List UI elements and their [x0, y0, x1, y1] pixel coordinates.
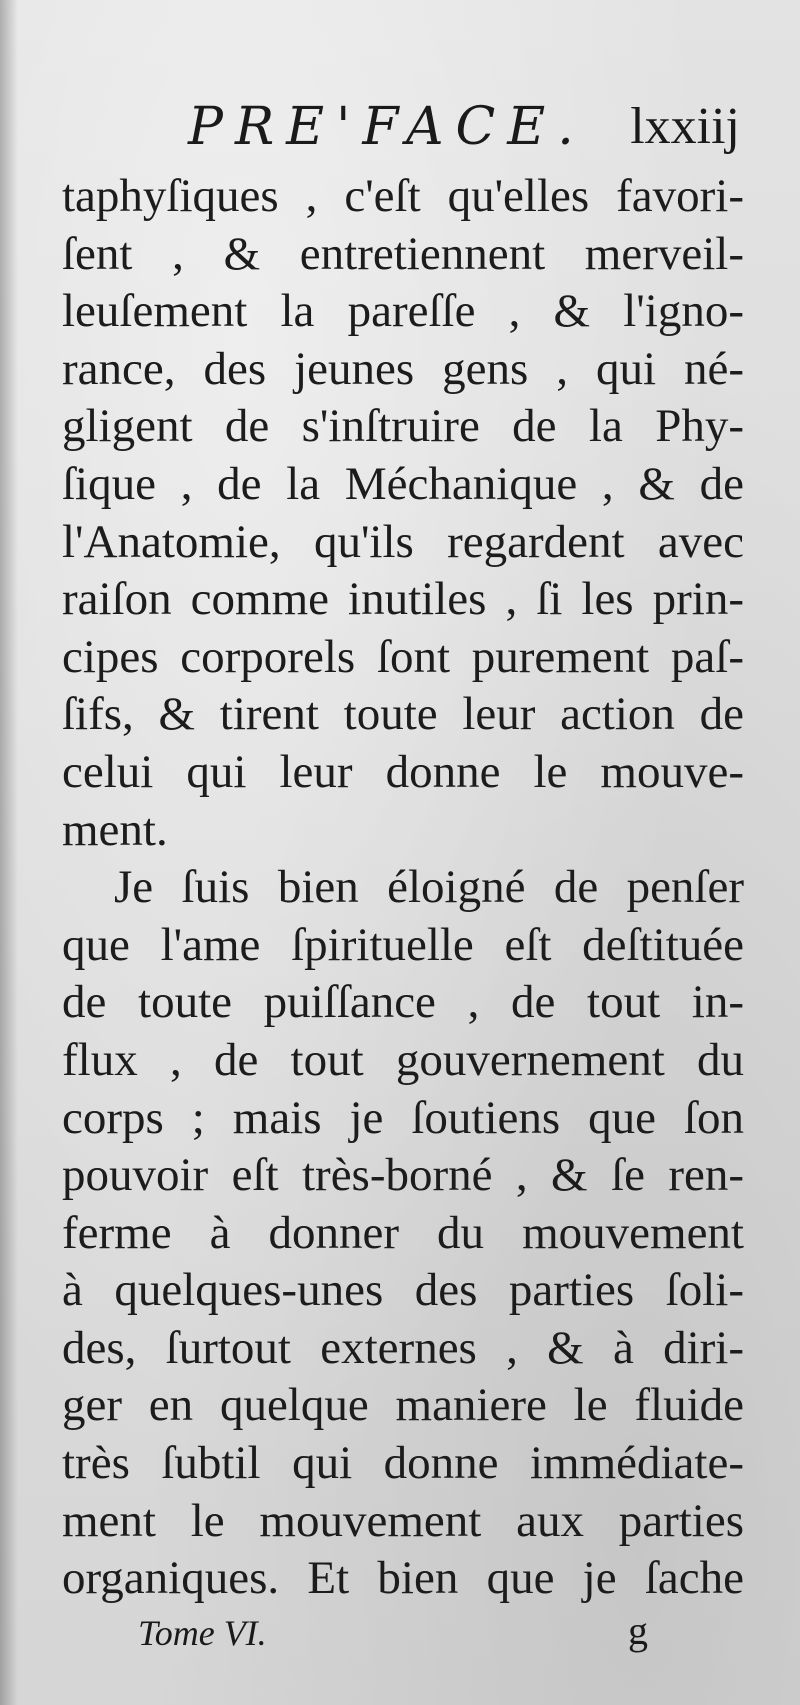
text-line: très ſubtil qui donne immédiate- — [62, 1437, 744, 1490]
text-line: ſifs, & tirent toute leur action de — [62, 688, 744, 741]
body-text — [62, 168, 744, 1608]
running-title: PRE'FACE. — [188, 97, 586, 157]
text-line: pouvoir eſt très-borné , & ſe ren- — [62, 1149, 744, 1202]
text-line: ferme à donner du mouvement — [62, 1206, 744, 1259]
text-line: ſique , de la Méchanique , & de — [62, 457, 744, 510]
text-line: ger en quelque maniere le fluide — [62, 1379, 744, 1432]
paragraph-first-line: Je ſuis bien éloigné de penſer — [114, 861, 744, 914]
page-binding-shadow — [0, 0, 18, 1705]
text-line: organiques. Et bien que je ſache — [62, 1552, 744, 1605]
text-line: des, ſurtout externes , & à diri- — [62, 1321, 744, 1374]
text-line: celui qui leur donne le mouve- — [62, 745, 744, 798]
running-head — [188, 92, 748, 162]
text-line: ſent , & entretiennent merveil- — [62, 227, 744, 280]
text-line: cipes corporels ſont purement paſ- — [62, 630, 744, 683]
text-line: de toute puiſſance , de tout in- — [62, 976, 744, 1029]
paragraph-end-line: ment. — [62, 803, 168, 856]
page-number: lxxiij — [630, 98, 740, 155]
text-line: raiſon comme inutiles , ſi les prin- — [62, 573, 744, 626]
text-line: flux , de tout gouvernement du — [62, 1033, 744, 1086]
text-line: taphyſiques , c'eſt qu'elles favori- — [62, 170, 744, 222]
gathering-mark: g — [628, 1608, 648, 1653]
text-line: ment le mouvement aux parties — [62, 1494, 744, 1547]
text-line: que l'ame ſpirituelle eſt deſtituée — [62, 918, 744, 971]
text-line: leuſement la pareſſe , & l'igno- — [62, 285, 744, 338]
text-line: l'Anatomie, qu'ils regardent avec — [62, 515, 744, 568]
text-line: rance, des jeunes gens , qui né- — [62, 342, 744, 395]
volume-signature: Tome VI. — [138, 1613, 267, 1653]
text-line: à quelques-unes des parties ſoli- — [62, 1264, 744, 1317]
text-line: corps ; mais je ſoutiens que ſon — [62, 1091, 744, 1144]
text-line: gligent de s'inſtruire de la Phy- — [62, 400, 744, 453]
